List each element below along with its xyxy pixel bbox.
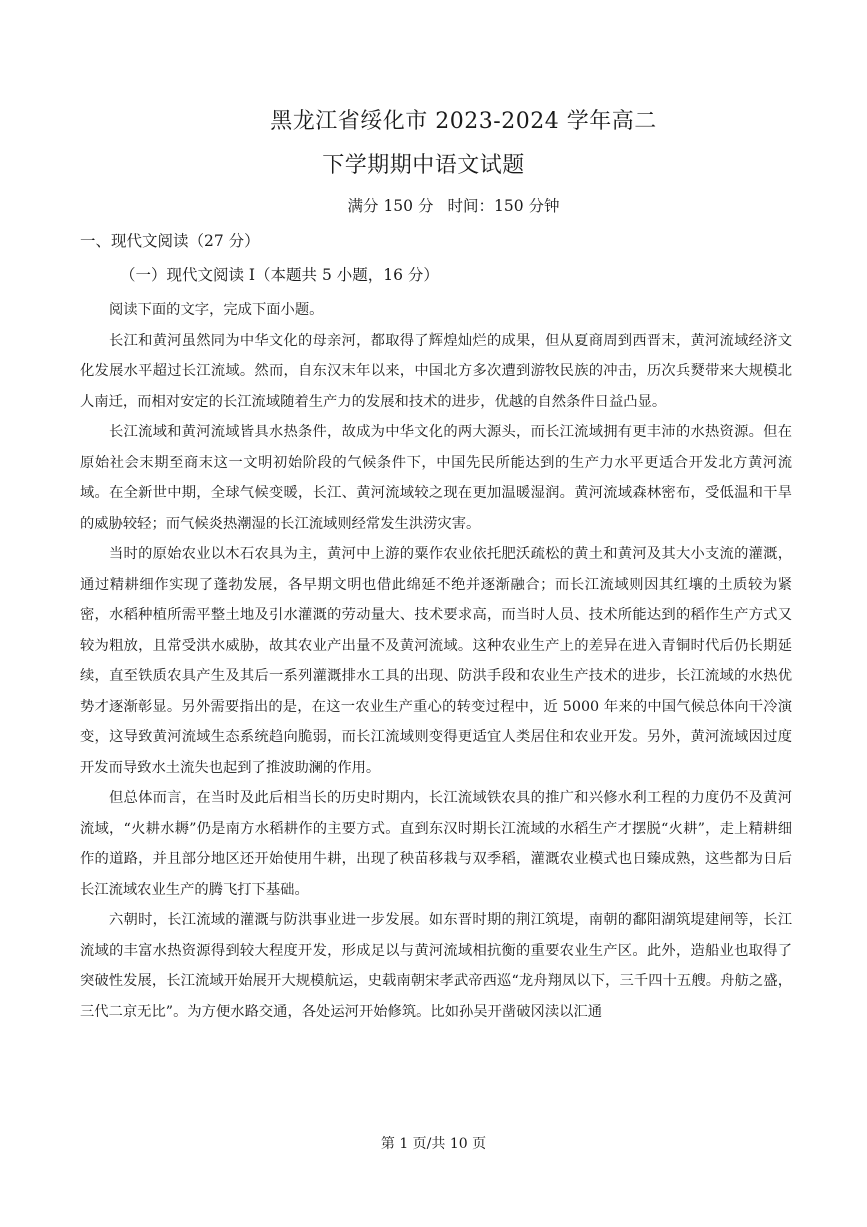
section-heading: 一、现代文阅读（27 分） xyxy=(80,232,260,250)
document-title-line2: 下学期期中语文试题 xyxy=(322,153,525,178)
page-footer: 第 1 页/共 10 页 xyxy=(380,1136,487,1152)
paragraph: 六朝时，长江流域的灌溉与防洪事业进一步发展。如东晋时期的荆江筑堤，南朝的鄱阳湖筑堤建闸等，长江流域的丰富水热资源得到较大程度开发，形成足以与黄河流域相抗衡的重要农业生产区。此外，造船业也取得了突破性发展，长江流域开始展开大规模航运，史载南朝宋孝武帝西巡“龙舟翔凤以下，三千四十五艘。舟舫之盛，三代二京无比”。为方便水路交通，各处运河开始修筑。比如孙吴开凿破冈渎以汇通 xyxy=(80,912,792,1020)
document-title-line1: 黑龙江省绥化市 2023-2024 学年高二 xyxy=(270,109,657,134)
paragraph: 当时的原始农业以木石农具为主，黄河中上游的粟作农业依托肥沃疏松的黄土和黄河及其大小支流的灌溉，通过精耕细作实现了蓬勃发展，各早期文明也借此绵延不绝并逐渐融合；而长江流域则因其红壤的土质较为紧密，水稻种植所需平整土地及引水灌溉的劳动量大、技术要求高，而当时人员、技术所能达到的稻作生产方式又较为粗放，且常受洪水威胁，故其农业产出量不及黄河流域。这种农业生产上的差异在进入青铜时代后仍长期延续，直至铁质农具产生及其后一系列灌溉排水工具的出现、防洪手段和农业生产技术的进步，长江流域的水热优势才逐渐彰显。另外需要指出的是，在这一农业生产重心的转变过程中，近 5000 年来的中国气候总体向干冷演变，这导致黄河流域生态系统趋向脆弱，而长江流域则变得更适宜人类居住和农业开发。另外，黄河流域因过度开发而导致水土流失也起到了推波助澜的作用。 xyxy=(80,546,792,776)
time-info: 时间：150 分钟 xyxy=(447,197,560,215)
paragraph-instruction: 阅读下面的文字，完成下面小题。 xyxy=(109,302,324,318)
score-info: 满分 150 分 xyxy=(347,197,434,215)
subsection-heading: （一）现代文阅读 I（本题共 5 小题，16 分） xyxy=(120,266,439,284)
paragraph: 长江和黄河虽然同为中华文化的母亲河，都取得了辉煌灿烂的成果，但从夏商周到西晋末，黄河流域经济文化发展水平超过长江流域。然而，自东汉末年以来，中国北方多次遭到游牧民族的冲击，历次兵燹带来大规模北人南迁，而相对安定的长江流域随着生产力的发展和技术的进步，优越的自然条件日益凸显。 xyxy=(80,332,792,410)
exam-meta xyxy=(0,194,867,216)
paragraph: 但总体而言，在当时及此后相当长的历史时期内，长江流域铁农具的推广和兴修水利工程的力度仍不及黄河流域，“火耕水耨”仍是南方水稻耕作的主要方式。直到东汉时期长江流域的水稻生产才摆脱“火耕”，走上精耕细作的道路，并且部分地区还开始使用牛耕，出现了秧苗移栽与双季稻，灌溉农业模式也日臻成熟，这些都为日后长江流域农业生产的腾飞打下基础。 xyxy=(80,790,792,898)
paragraph: 长江流域和黄河流域皆具水热条件，故成为中华文化的两大源头，而长江流域拥有更丰沛的水热资源。但在原始社会末期至商末这一文明初始阶段的气候条件下，中国先民所能达到的生产力水平更适合开发北方黄河流域。在全新世中期，全球气候变暖，长江、黄河流域较之现在更加温暖湿润。黄河流域森林密布，受低温和干旱的威胁较轻；而气候炎热潮湿的长江流域则经常发生洪涝灾害。 xyxy=(80,424,792,532)
reading-passage xyxy=(80,295,792,1027)
